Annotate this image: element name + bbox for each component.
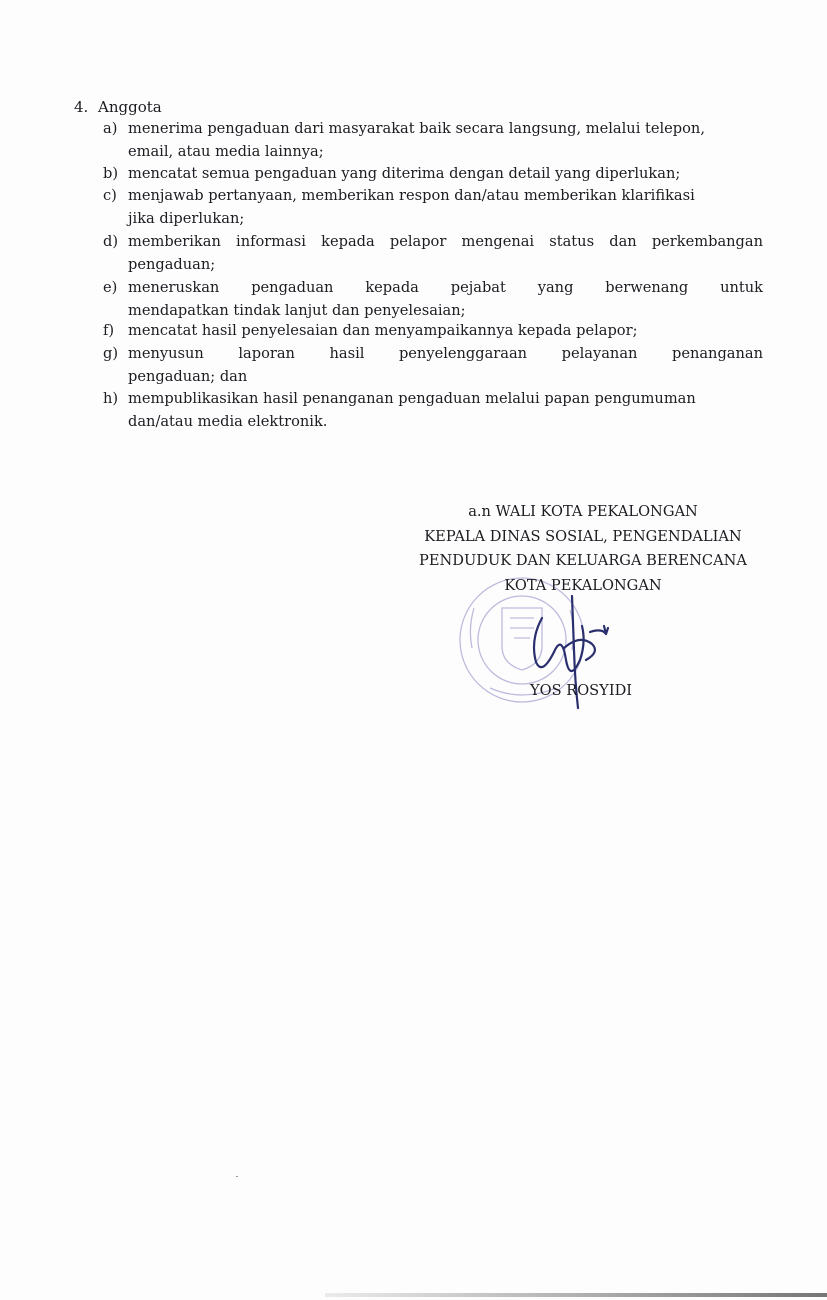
list-item-d	[103, 231, 763, 276]
list-item-text-line1: mencatat semua pengaduan yang diterima dengan detail yang diperlukan;	[128, 165, 681, 182]
list-item-text-line2: email, atau media lainnya;	[128, 142, 324, 160]
signature-block	[398, 500, 768, 598]
list-item-text-line2: dan/atau media elektronik.	[128, 412, 328, 430]
scan-speck	[236, 1176, 238, 1177]
list-item-text-line1: memberikan informasi kepada pelapor mengenai status dan perkembangan	[128, 233, 763, 250]
signatory-position-line1: KEPALA DINAS SOSIAL, PENGENDALIAN	[424, 527, 742, 545]
list-item-h	[103, 388, 763, 433]
list-item-text-line1: mempublikasikan hasil penanganan pengaduan melalui papan pengumuman	[128, 390, 696, 407]
list-item-label: e)	[103, 279, 118, 296]
section-title: Anggota	[98, 98, 162, 116]
list-item-text-line1: menyusun laporan hasil penyelenggaraan pelayanan penanganan	[128, 345, 763, 362]
list-item-text-line1: mencatat hasil penyelesaian dan menyampaikannya kepada pelapor;	[128, 322, 638, 339]
list-item-text-line2: pengaduan;	[128, 255, 216, 273]
list-item-label: g)	[103, 345, 119, 362]
section-heading	[74, 96, 162, 118]
list-item-a	[103, 118, 763, 163]
list-item-e	[103, 277, 763, 322]
signatory-on-behalf: a.n WALI KOTA PEKALONGAN	[468, 503, 698, 520]
list-item-g	[103, 343, 763, 388]
signatory-position-line3: KOTA PEKALONGAN	[504, 576, 662, 594]
list-item-text-line2: pengaduan; dan	[128, 367, 248, 385]
scan-edge-line	[325, 1293, 827, 1297]
list-item-c	[103, 185, 763, 230]
list-item-label: b)	[103, 165, 119, 182]
list-item-f	[103, 320, 763, 343]
list-item-text-line1: meneruskan pengaduan kepada pejabat yang berwenang untuk	[128, 279, 763, 296]
list-item-label: d)	[103, 233, 119, 250]
list-item-label: h)	[103, 390, 119, 407]
signatory-position-line2: PENDUDUK DAN KELUARGA BERENCANA	[419, 552, 747, 569]
list-item-text-line2: mendapatkan tindak lanjut dan penyelesaian;	[128, 301, 466, 319]
list-item-text-line2: jika diperlukan;	[128, 209, 245, 227]
list-item-label: f)	[103, 322, 115, 339]
list-item-text-line1: menjawab pertanyaan, memberikan respon dan/atau memberikan klarifikasi	[128, 187, 695, 204]
list-item-label: a)	[103, 120, 118, 137]
list-item-b	[103, 163, 763, 186]
signer-name: YOS ROSYIDI	[530, 682, 633, 699]
list-item-label: c)	[103, 187, 117, 204]
list-item-text-line1: menerima pengaduan dari masyarakat baik secara langsung, melalui telepon,	[128, 120, 705, 137]
section-number: 4.	[74, 98, 89, 116]
